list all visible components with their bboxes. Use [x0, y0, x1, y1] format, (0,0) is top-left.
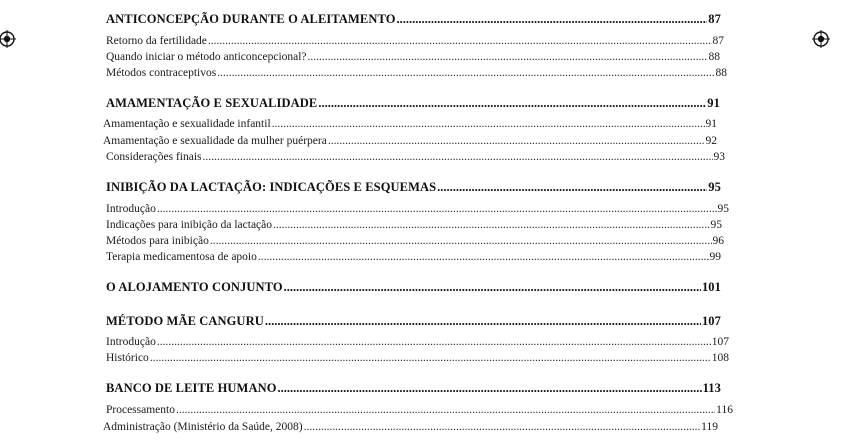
leader-dots — [217, 67, 714, 79]
leader-dots — [272, 118, 705, 130]
toc-item[interactable] — [106, 203, 729, 215]
toc-item[interactable] — [106, 51, 720, 63]
leader-dots — [397, 12, 708, 27]
leader-dots — [328, 135, 705, 147]
section-title: MÉTODO MÃE CANGURU — [106, 314, 264, 328]
toc-item[interactable] — [106, 404, 733, 416]
toc-section-inibicao[interactable] — [106, 180, 721, 195]
item-label: Métodos contraceptivos — [106, 67, 217, 79]
leader-dots — [210, 235, 712, 247]
item-label: Processamento — [106, 404, 175, 416]
leader-dots — [278, 381, 702, 396]
toc-item[interactable] — [103, 135, 717, 147]
leader-dots — [437, 180, 707, 195]
leader-dots — [273, 219, 709, 231]
item-page: 92 — [705, 135, 717, 147]
item-label: Introdução — [106, 203, 156, 215]
toc-item[interactable] — [106, 67, 727, 79]
leader-dots — [176, 404, 715, 416]
toc-item[interactable] — [106, 219, 722, 231]
leader-dots — [157, 203, 717, 215]
item-page: 95 — [710, 219, 722, 231]
toc-section-canguru[interactable] — [106, 314, 721, 329]
leader-dots — [308, 51, 708, 63]
leader-dots — [258, 251, 709, 263]
item-page: 87 — [712, 35, 724, 47]
section-page: 113 — [702, 381, 721, 395]
leader-dots — [203, 151, 713, 163]
toc-section-banco-de-leite[interactable] — [106, 381, 721, 396]
toc-item[interactable] — [106, 235, 724, 247]
section-page: 87 — [708, 12, 721, 26]
toc-section-alojamento[interactable] — [106, 280, 721, 295]
registration-mark-icon — [812, 30, 830, 48]
section-title: BANCO DE LEITE HUMANO — [106, 381, 277, 395]
leader-dots — [150, 352, 711, 364]
item-label: Histórico — [106, 352, 149, 364]
toc-item[interactable] — [106, 151, 725, 163]
toc-item[interactable] — [106, 336, 729, 348]
toc-item[interactable] — [106, 35, 724, 47]
toc-section-amamentacao[interactable] — [106, 96, 720, 111]
section-page: 107 — [701, 314, 721, 328]
leader-dots — [157, 336, 711, 348]
item-page: 93 — [713, 151, 725, 163]
section-title: AMAMENTAÇÃO E SEXUALIDADE — [106, 96, 318, 110]
item-label: Amamentação e sexualidade da mulher puérpera — [103, 135, 327, 147]
toc-item[interactable] — [103, 118, 717, 130]
section-title: ANTICONCEPÇÃO DURANTE O ALEITAMENTO — [106, 12, 396, 26]
item-label: Quando iniciar o método anticoncepcional? — [106, 51, 307, 63]
item-label: Métodos para inibição — [106, 235, 209, 247]
registration-mark-icon — [0, 30, 16, 48]
item-label: Amamentação e sexualidade infantil — [103, 118, 271, 130]
item-page: 88 — [708, 51, 720, 63]
leader-dots — [304, 421, 701, 433]
section-page: 91 — [707, 96, 720, 110]
item-label: Introdução — [106, 336, 156, 348]
leader-dots — [318, 96, 706, 111]
item-label: Considerações finais — [106, 151, 202, 163]
item-page: 116 — [716, 404, 733, 416]
toc-item[interactable] — [106, 352, 729, 364]
leader-dots — [284, 280, 701, 295]
item-page: 95 — [717, 203, 729, 215]
item-label: Indicações para inibição da lactação — [106, 219, 273, 231]
item-label: Administração (Ministério da Saúde, 2008) — [103, 421, 303, 433]
item-page: 108 — [711, 352, 729, 364]
section-title: INIBIÇÃO DA LACTAÇÃO: INDICAÇÕES E ESQUEMAS — [106, 180, 437, 194]
section-page: 95 — [708, 180, 721, 194]
item-label: Terapia medicamentosa de apoio — [106, 251, 257, 263]
item-page: 107 — [711, 336, 729, 348]
item-label: Retorno da fertilidade — [106, 35, 207, 47]
item-page: 99 — [709, 251, 721, 263]
leader-dots — [208, 35, 712, 47]
item-page: 88 — [715, 67, 727, 79]
toc-item[interactable] — [106, 251, 721, 263]
leader-dots — [265, 314, 701, 329]
toc-section-anticoncepcao[interactable] — [106, 12, 721, 27]
section-title: O ALOJAMENTO CONJUNTO — [106, 280, 283, 294]
toc-item[interactable] — [103, 421, 718, 433]
section-page: 101 — [701, 280, 721, 294]
item-page: 96 — [712, 235, 724, 247]
item-page: 119 — [701, 421, 718, 433]
item-page: 91 — [705, 118, 717, 130]
